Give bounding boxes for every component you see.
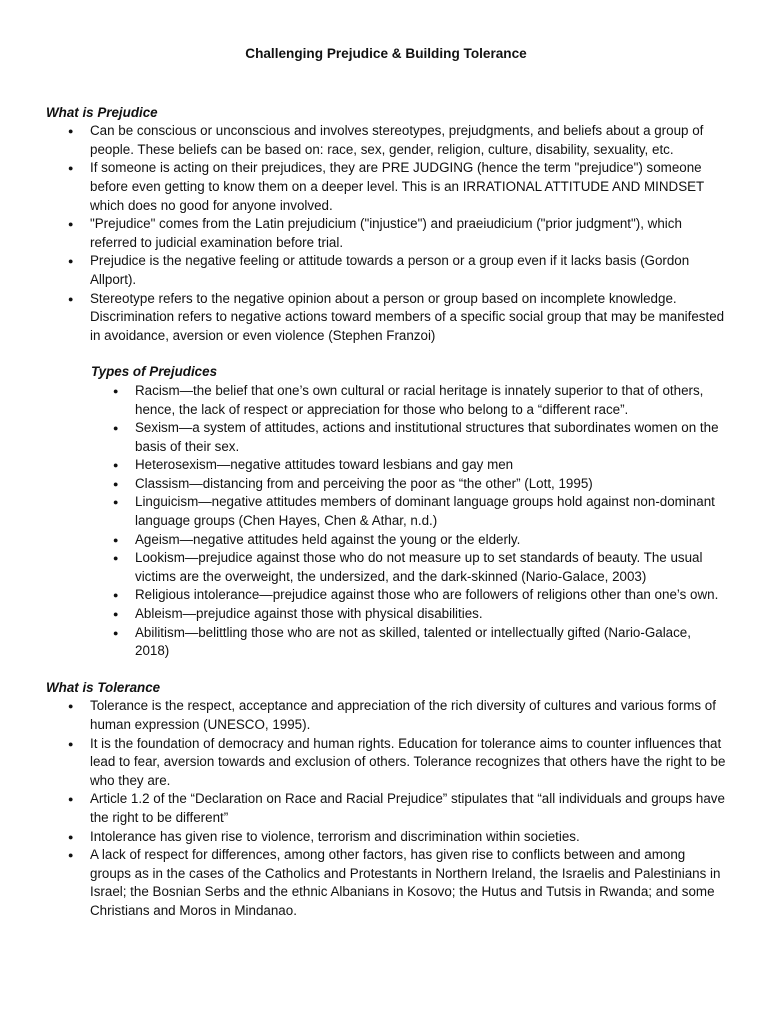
list-item: ● Intolerance has given rise to violence, terrorism and discrimination within societies. — [90, 828, 726, 847]
list-item: ● Sexism—a system of attitudes, actions and institutional structures that subordinates women on the basis of their sex. — [135, 419, 726, 456]
list-item: ● If someone is acting on their prejudices, they are PRE JUDGING (hence the term "prejudice") someone before even getting to know them on a deeper level. This is an IRRATIONAL ATTITUDE AND MINDSET which does no good for anyone involved. — [90, 159, 726, 215]
list-item: ● Heterosexism—negative attitudes toward lesbians and gay men — [135, 456, 726, 475]
list-item: ● Article 1.2 of the “Declaration on Race and Racial Prejudice” stipulates that “all individuals and groups have the right to be different” — [90, 790, 726, 827]
list-item: ● Ageism—negative attitudes held against the young or the elderly. — [135, 531, 726, 550]
types-list — [46, 382, 726, 661]
list-item: ● Tolerance is the respect, acceptance and appreciation of the rich diversity of cultures and various forms of human expression (UNESCO, 1995). — [90, 697, 726, 734]
tolerance-list — [46, 697, 726, 920]
heading-what-is-prejudice: What is Prejudice — [46, 104, 158, 120]
list-item: ● Stereotype refers to the negative opinion about a person or group based on incomplete knowledge. Discrimination refers to negative actions toward members of a specific social group that may be manifested in avoidance, aversion or even violence (Stephen Franzoi) — [90, 290, 726, 346]
heading-what-is-tolerance: What is Tolerance — [46, 679, 161, 695]
document-title: Challenging Prejudice & Building Tolerance — [245, 46, 527, 61]
list-item: ● Classism—distancing from and perceiving the poor as “the other” (Lott, 1995) — [135, 475, 726, 494]
list-item: ● A lack of respect for differences, among other factors, has given rise to conflicts between and among groups as in the cases of the Catholics and Protestants in Northern Ireland, the Israelis and Palestinians in Israel; the Bosnian Serbs and the ethnic Albanians in Kosovo; the Hutus and Tutsis in Rwanda; and some Christians and Moros in Mindanao. — [90, 846, 726, 920]
list-item: ● Can be conscious or unconscious and involves stereotypes, prejudgments, and beliefs about a group of people. These beliefs can be based on: race, sex, gender, religion, culture, disability, sexuality, etc. — [90, 122, 726, 159]
list-item: ● "Prejudice" comes from the Latin prejudicium ("injustice") and praeiudicium ("prior judgment"), which referred to judicial examination before trial. — [90, 215, 726, 252]
list-item: ● Lookism—prejudice against those who do not measure up to set standards of beauty. The usual victims are the overweight, the undersized, and the dark-skinned (Nario-Galace, 2003) — [135, 549, 726, 586]
list-item: ● Ableism—prejudice against those with physical disabilities. — [135, 605, 726, 624]
list-item: ● Prejudice is the negative feeling or attitude towards a person or a group even if it lacks basis (Gordon Allport). — [90, 252, 726, 289]
list-item: ● Racism—the belief that one’s own cultural or racial heritage is innately superior to that of others, hence, the lack of respect or appreciation for those who belong to a “different race”. — [135, 382, 726, 419]
list-item: ● Linguicism—negative attitudes members of dominant language groups hold against non-dominant language groups (Chen Hayes, Chen & Athar, n.d.) — [135, 493, 726, 530]
prejudice-list — [46, 122, 726, 345]
list-item: ● Religious intolerance—prejudice against those who are followers of religions other than one’s own. — [135, 586, 726, 605]
list-item: ● It is the foundation of democracy and human rights. Education for tolerance aims to counter influences that lead to fear, aversion towards and exclusion of others. Tolerance recognizes that others have the right to be who they are. — [90, 735, 726, 791]
heading-types-of-prejudices: Types of Prejudices — [91, 364, 218, 380]
list-item: ● Abilitism—belittling those who are not as skilled, talented or intellectually gifted (Nario-Galace, 2018) — [135, 624, 726, 661]
